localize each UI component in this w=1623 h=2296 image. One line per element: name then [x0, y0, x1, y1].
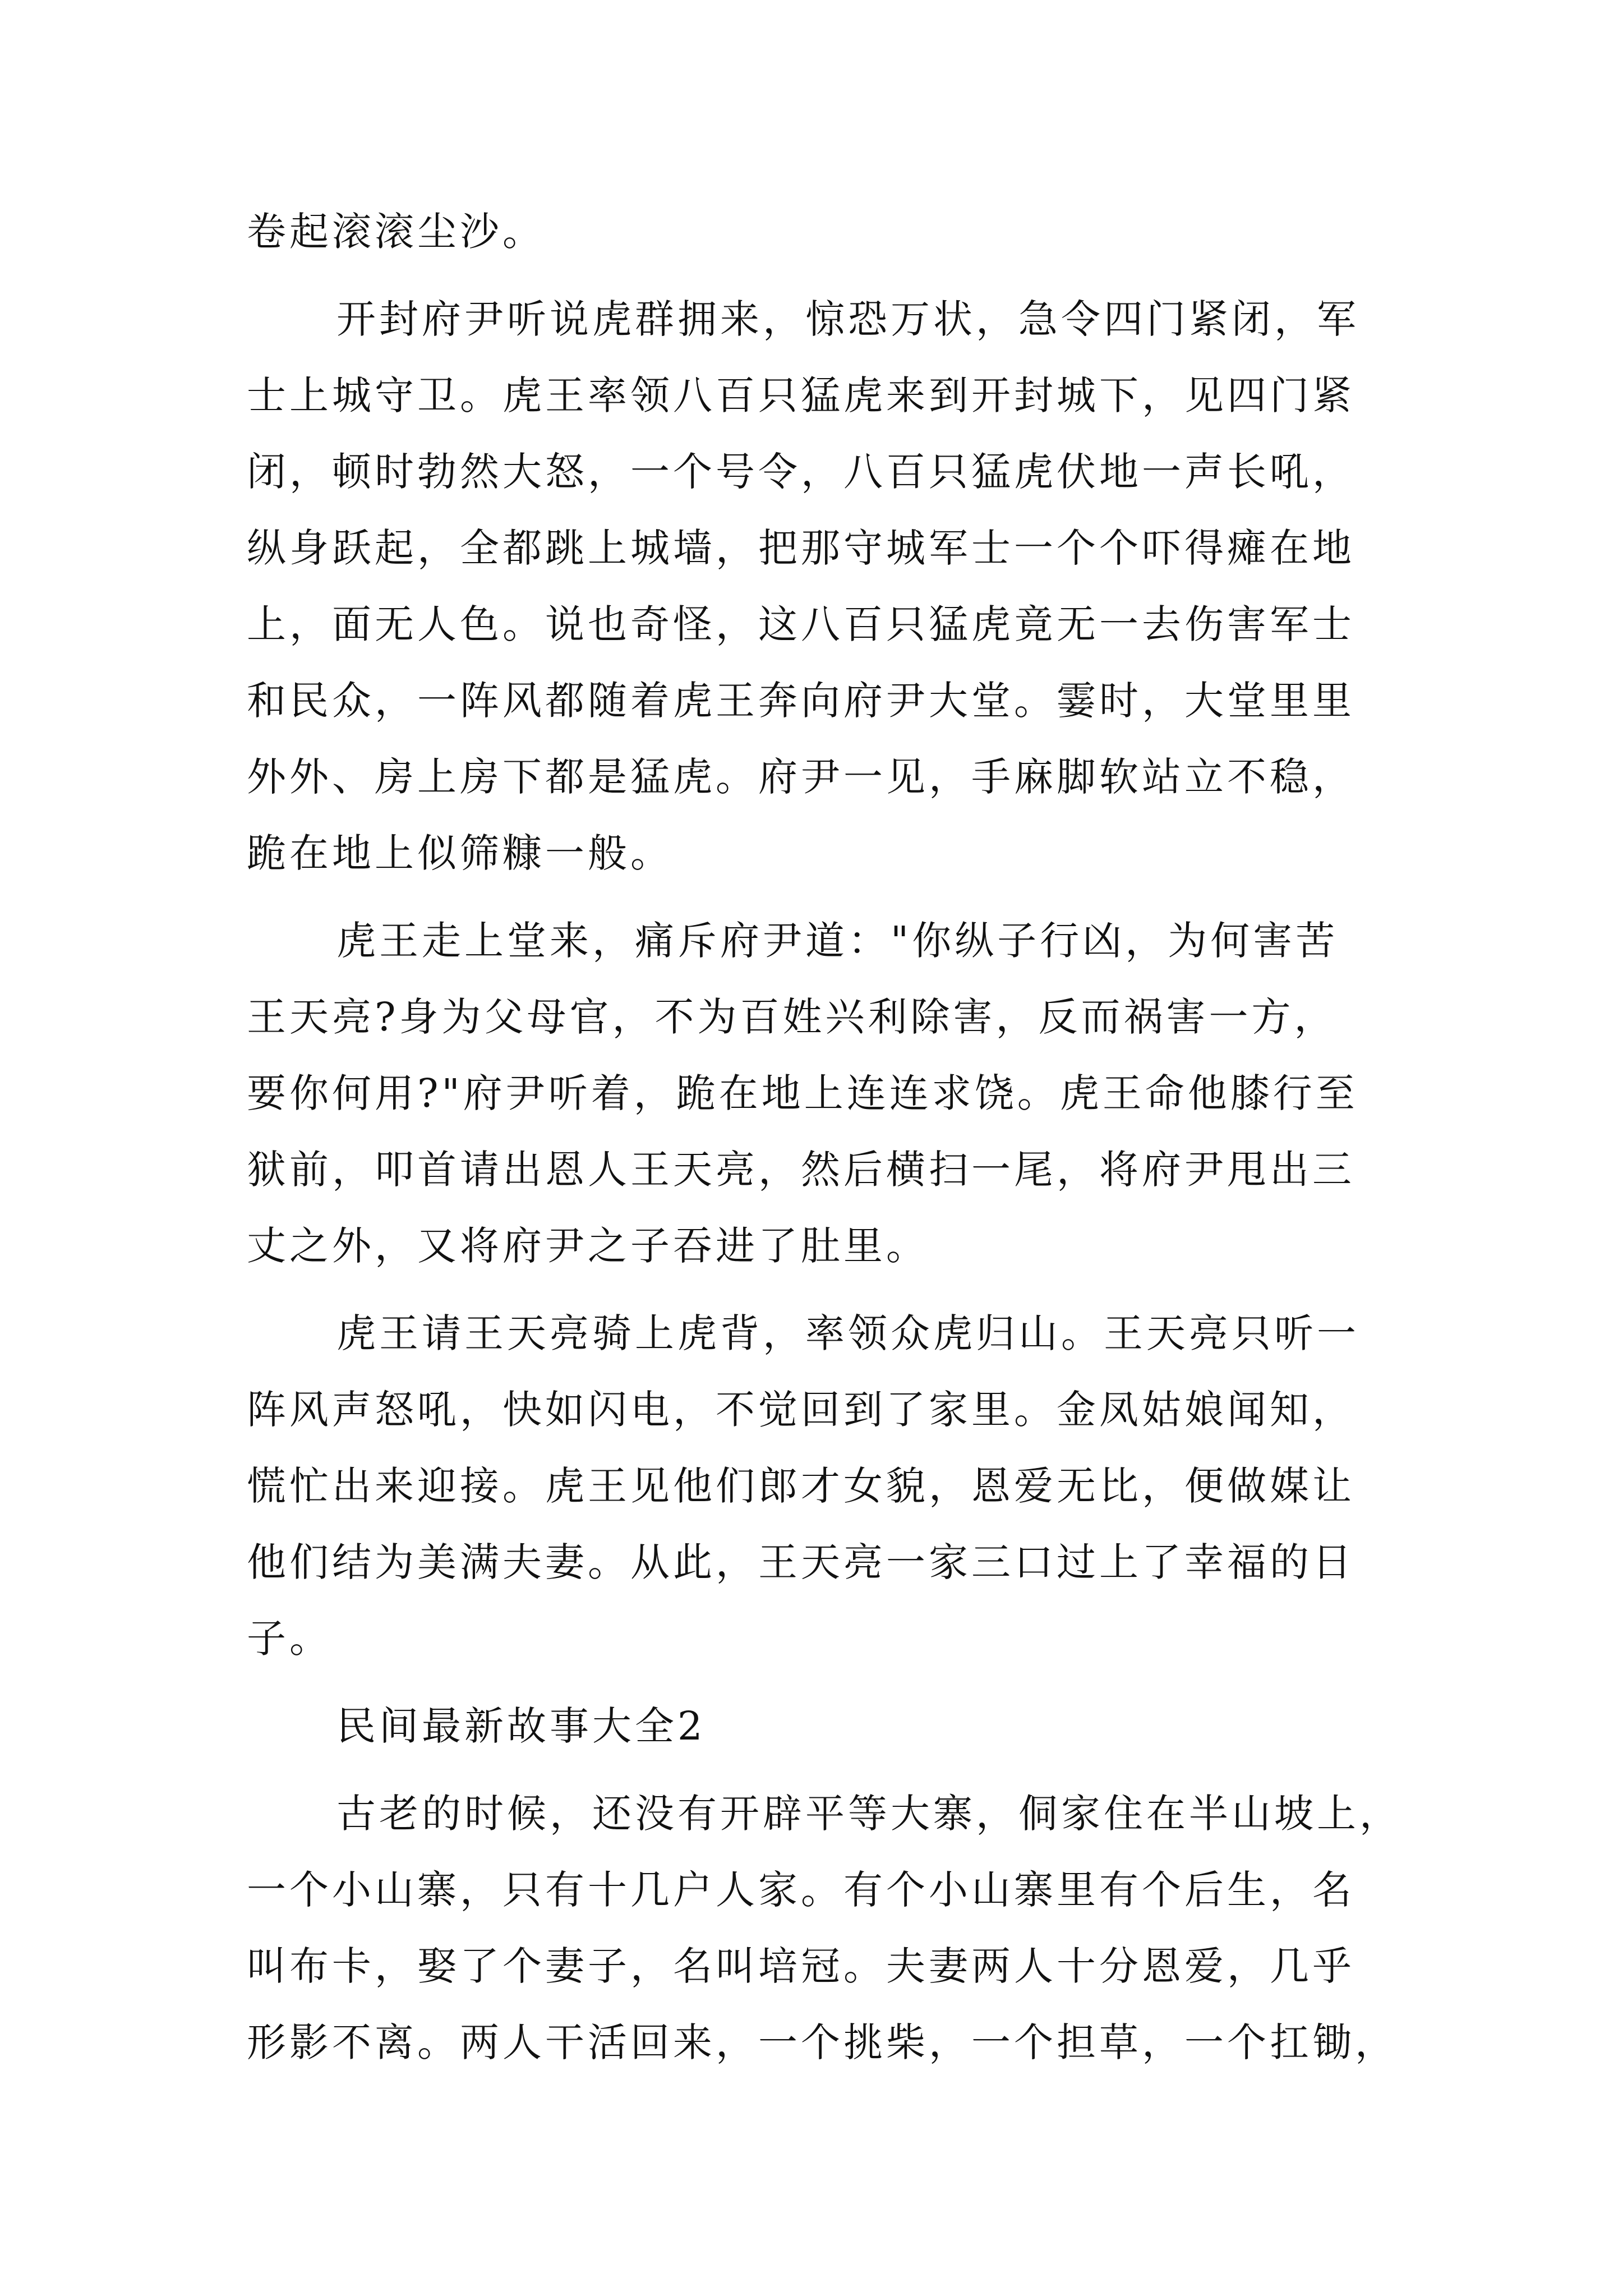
text-line: 闭，顿时勃然大怒，一个号令，八百只猛虎伏地一声长吼，	[247, 449, 1355, 495]
section-heading: 民间最新故事大全2	[336, 1703, 706, 1749]
text-line: 开封府尹听说虎群拥来，惊恐万状，急令四门紧闭，军	[336, 296, 1359, 342]
text-line: 形影不离。两人干活回来，一个挑柴，一个担草，一个扛锄，	[247, 2019, 1398, 2065]
text-line: 丈之外，又将府尹之子吞进了肚里。	[247, 1223, 929, 1269]
text-line: 上，面无人色。说也奇怪，这八百只猛虎竟无一去伤害军士	[247, 601, 1355, 647]
text-line: 虎王请王天亮骑上虎背，率领众虎归山。王天亮只听一	[336, 1310, 1359, 1356]
text-line: 叫布卡，娶了个妻子，名叫培冠。夫妻两人十分恩爱，几乎	[247, 1943, 1355, 1989]
text-line: 狱前，叩首请出恩人王天亮，然后横扫一尾，将府尹甩出三	[247, 1147, 1355, 1193]
text-line: 卷起滚滚尘沙。	[247, 209, 545, 255]
text-line: 他们结为美满夫妻。从此，王天亮一家三口过上了幸福的日	[247, 1539, 1355, 1585]
text-line: 慌忙出来迎接。虎王见他们郎才女貌，恩爱无比，便做媒让	[247, 1463, 1355, 1509]
text-line: 要你何用?"府尹听着，跪在地上连连求饶。虎王命他膝行至	[247, 1070, 1358, 1116]
text-line: 子。	[247, 1616, 332, 1662]
text-line: 跪在地上似筛糠一般。	[247, 830, 673, 876]
text-line: 外外、房上房下都是猛虎。府尹一见，手麻脚软站立不稳，	[247, 754, 1355, 800]
text-line: 纵身跃起，全都跳上城墙，把那守城军士一个个吓得瘫在地	[247, 525, 1355, 571]
text-line: 古老的时候，还没有开辟平等大寨，侗家住在半山坡上，	[336, 1791, 1402, 1837]
text-line: 虎王走上堂来，痛斥府尹道："你纵子行凶，为何害苦	[336, 918, 1339, 964]
text-line: 士上城守卫。虎王率领八百只猛虎来到开封城下，见四门紧	[247, 372, 1355, 418]
text-line: 阵风声怒吼，快如闪电，不觉回到了家里。金凤姑娘闻知，	[247, 1387, 1355, 1433]
text-line: 一个小山寨，只有十几户人家。有个小山寨里有个后生，名	[247, 1867, 1355, 1913]
text-line: 王天亮?身为父母官，不为百姓兴利除害，反而祸害一方，	[247, 994, 1337, 1040]
text-line: 和民众，一阵风都随着虎王奔向府尹大堂。霎时，大堂里里	[247, 678, 1355, 724]
